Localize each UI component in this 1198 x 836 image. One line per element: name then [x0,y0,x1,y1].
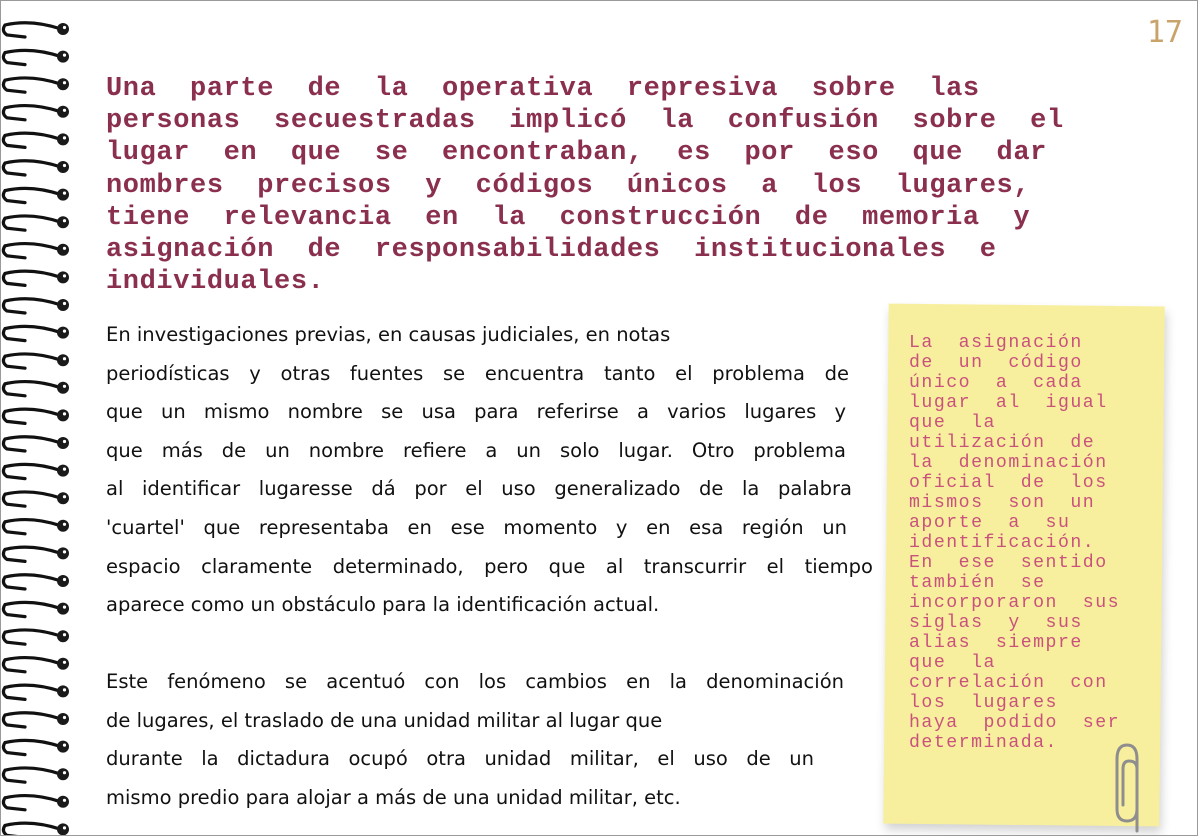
page-number: 17 [1146,15,1183,50]
body-line: que un mismo nombre se usa para referirse a varios lugares y [106,400,846,424]
spiral-ring [3,547,69,561]
spiral-ring [3,78,69,92]
spiral-ring [3,658,69,672]
spiral-ring [3,685,69,699]
body-paragraph-2 [106,663,886,817]
body-line: espacio claramente determinado, pero que al transcurrir el tiempo [106,554,873,578]
spiral-ring [3,409,69,423]
note-line: identificación. [909,533,1096,553]
spiral-binding-icon [1,1,81,836]
body-line: periodísticas y otras fuentes se encuentra tanto el problema de [106,361,849,385]
spiral-ring [3,464,69,478]
spiral-ring [3,244,69,258]
body-line: durante la dictadura ocupó otra unidad militar, el uso de un [106,747,814,771]
body-line: aparece como un obstáculo para la identificación actual. [106,593,660,617]
note-line: oficial de los [909,473,1108,493]
note-line: siglas y sus [909,613,1083,633]
spiral-ring [3,326,69,340]
heading [106,73,1181,298]
spiral-ring [3,23,69,37]
spiral-ring [3,299,69,313]
spiral-ring [3,630,69,644]
spiral-ring [3,602,69,616]
spiral-ring [3,50,69,64]
note-line: utilización de [909,433,1096,453]
spiral-ring [3,740,69,754]
heading-line: tiene relevancia en la construcción de memoria y [106,202,1031,233]
body-line: que más de un nombre refiere a un solo lugar. Otro problema [106,438,846,462]
spiral-ring [3,354,69,368]
spiral-ring [3,106,69,120]
body-paragraph-1 [106,316,886,625]
heading-line: nombres precisos y códigos únicos a los lugares, [106,170,1031,201]
spiral-ring [3,382,69,396]
body-line: de lugares, el traslado de una unidad militar al lugar que [106,708,663,732]
body-line: al identificar lugaresse dá por el uso generalizado de la palabra [106,477,852,501]
note-line: único a cada [909,373,1083,393]
note-line: incorporaron sus [909,593,1121,613]
body-line: Este fenómeno se acentuó con los cambios en la denominación [106,670,844,693]
note-line: de un código [909,353,1083,373]
body-line: 'cuartel' que representaba en ese momento y en esa región un [106,515,847,539]
spiral-ring [3,188,69,202]
note-line: mismos son un [909,493,1096,513]
note-line: correlación con [909,673,1108,693]
spiral-ring [3,271,69,285]
spiral-ring [3,492,69,506]
spiral-ring [3,133,69,147]
spiral-ring [3,575,69,589]
note-line: La asignación [909,333,1083,353]
sticky-note-text [909,333,1159,753]
note-line: determinada. [909,733,1058,753]
body-line: mismo predio para alojar a más de una unidad militar, etc. [106,785,681,809]
spiral-ring [3,823,69,836]
paperclip-icon [1109,739,1149,835]
heading-line: asignación de responsabilidades institucionales e [106,235,997,266]
heading-line: individuales. [106,267,325,298]
body-line: En investigaciones previas, en causas judiciales, en notas [106,323,671,346]
spiral-ring [3,520,69,534]
heading-line: Una parte de la operativa represiva sobre las [106,74,980,104]
heading-line: lugar en que se encontraban, es por eso que dar [106,138,1047,169]
heading-line: personas secuestradas implicó la confusión sobre el [106,106,1064,137]
spiral-ring [3,713,69,727]
note-line: los lugares [909,693,1058,713]
note-line: que la [909,413,996,433]
note-line: alias siempre [909,633,1083,653]
spiral-ring [3,216,69,230]
spiral-ring [3,796,69,810]
note-line: también se [909,573,1046,593]
spiral-ring [3,161,69,175]
note-line: que la [909,653,996,673]
note-line: haya podido ser [909,713,1121,733]
spiral-ring [3,768,69,782]
note-line: lugar al igual [909,393,1108,413]
note-line: En ese sentido [909,553,1108,573]
spiral-ring [3,437,69,451]
note-line: aporte a su [909,513,1071,533]
note-line: la denominación [909,453,1108,473]
